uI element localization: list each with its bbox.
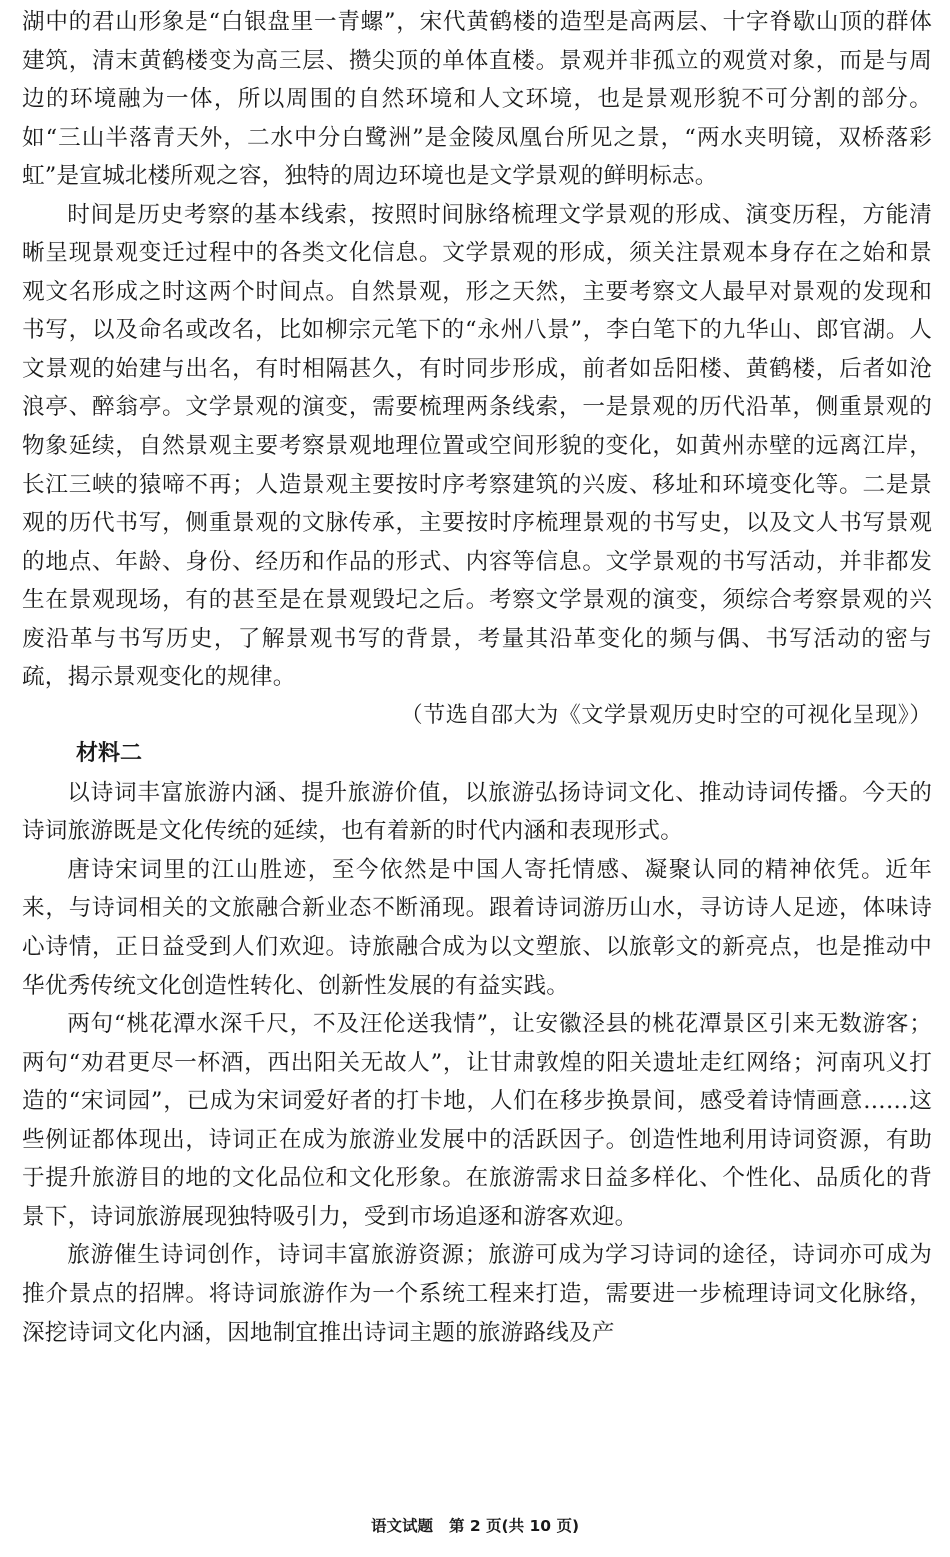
material2-paragraph: 两句“桃花潭水深千尺，不及汪伦送我情”，让安徽泾县的桃花潭景区引来无数游客；两句“劝君更尽一杯酒，西出阳关无故人”，让甘肃敦煌的阳关遗址走红网络；河南巩义打造的“宋词园”，已成为宋词爱好者的打卡地，人们在移步换景间，感受着诗情画意……这些例证都体现出，诗词正在成为旅游业发展中的活跃因子。创造性地利用诗词资源，有助于提升旅游目的地的文化品位和文化形象。在旅游需求日益多样化、个性化、品质化的背景下，诗词旅游展现独特吸引力，受到市场追逐和游客欢迎。 (22, 1011, 932, 1230)
material1-paragraph-time: 时间是历史考察的基本线索，按照时间脉络梳理文学景观的形成、演变历程，方能清晰呈现景观变迁过程中的各类文化信息。文学景观的形成，须关注景观本身存在之始和景观文名形成之时这两个时间点。自然景观，形之天然，主要考察文人最早对景观的发现和书写，以及命名或改名，比如柳宗元笔下的“永州八景”，李白笔下的九华山、郎官湖。人文景观的始建与出名，有时相隔甚久，有时同步形成，前者如岳阳楼、黄鹤楼，后者如沧浪亭、醉翁亭。文学景观的演变，需要梳理两条线索，一是景观的历代沿革，侧重景观的物象延续，自然景观主要考察景观地理位置或空间形貌的变化，如黄州赤壁的远离江岸，长江三峡的猿啼不再；人造景观主要按时序考察建筑的兴废、移址和环境变化等。二是景观的历代书写，侧重景观的文脉传承，主要按时序梳理景观的书写史，以及文人书写景观的地点、年龄、身份、经历和作品的形式、内容等信息。文学景观的书写活动，并非都发生在景观现场，有的甚至是在景观毁圮之后。考察文学景观的演变，须综合考察景观的兴废沿革与书写历史，了解景观书写的背景，考量其沿革变化的频与偶、书写活动的密与疏，揭示景观变化的规律。 (22, 201, 932, 691)
material1-paragraph-continuation: 湖中的君山形象是“白银盘里一青螺”，宋代黄鹤楼的造型是高两层、十字脊歇山顶的群体建筑，清末黄鹤楼变为高三层、攒尖顶的单体直楼。景观并非孤立的观赏对象，而是与周边的环境融为一体，所以周围的自然环境和人文环境，也是景观形貌不可分割的部分。如“三山半落青天外，二水中分白鹭洲”是金陵凤凰台所见之景，“两水夹明镜，双桥落彩虹”是宣城北楼所观之容，独特的周边环境也是文学景观的鲜明标志。 (22, 9, 932, 190)
material2-paragraph: 以诗词丰富旅游内涵、提升旅游价值，以旅游弘扬诗词文化、推动诗词传播。今天的诗词旅游既是文化传统的延续，也有着新的时代内涵和表现形式。 (22, 779, 932, 845)
page-footer (0, 1515, 950, 1537)
material2-heading: 材料二 (76, 741, 143, 767)
material2-paragraph: 唐诗宋词里的江山胜迹，至今依然是中国人寄托情感、凝聚认同的精神依凭。近年来，与诗词相关的文旅融合新业态不断涌现。跟着诗词游历山水，寻访诗人足迹，体味诗心诗情，正日益受到人们欢迎。诗旅融合成为以文塑旅、以旅彰文的新亮点，也是推动中华优秀传统文化创造性转化、创新性发展的有益实践。 (22, 856, 932, 999)
footer-page-number: 第 2 页(共 10 页) (448, 1517, 580, 1535)
footer-subject: 语文试题 (370, 1517, 433, 1535)
material2-paragraph: 旅游催生诗词创作，诗词丰富旅游资源；旅游可成为学习诗词的途径，诗词亦可成为推介景点的招牌。将诗词旅游作为一个系统工程来打造，需要进一步梳理诗词文化脉络，深挖诗词文化内涵，因地制宜推出诗词主题的旅游路线及产 (22, 1242, 932, 1346)
exam-page (22, 0, 932, 1352)
material1-source-citation: （节选自邵大为《文学景观历史时空的可视化呈现》） (400, 702, 932, 728)
